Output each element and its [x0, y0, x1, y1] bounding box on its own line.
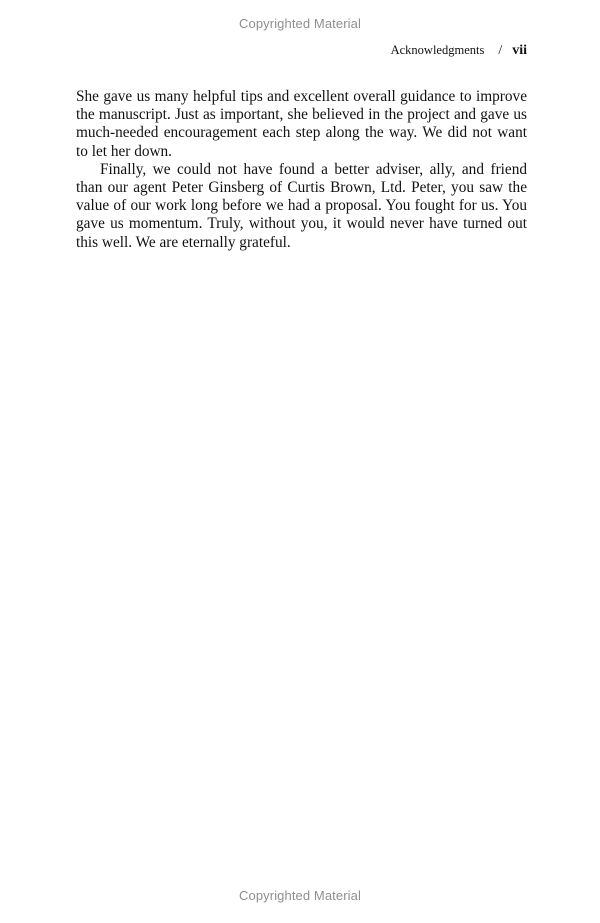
running-head-section-title: Acknowledgments	[390, 43, 485, 57]
running-head	[391, 42, 527, 59]
copyright-watermark-bottom: Copyrighted Material	[239, 888, 361, 903]
page-number: vii	[512, 43, 527, 58]
copyright-watermark-top: Copyrighted Material	[239, 16, 361, 31]
paragraph: Finally, we could not have found a better adviser, ally, and friend than our agent Peter Ginsberg of Curtis Brown, Ltd. Peter, you saw the value of our work long before we had a proposal. You fought for us. You gave us momentum. Truly, without you, it would never have turned out this well. We are eternally grateful.	[76, 160, 527, 251]
paragraph-continued: She gave us many helpful tips and excellent overall guidance to improve the manuscript. Just as important, she believed in the project and gave us much-needed encouragement each step along the way. We did not want to let her down.	[76, 88, 527, 160]
running-head-separator: /	[498, 43, 503, 58]
page-body	[76, 88, 527, 252]
